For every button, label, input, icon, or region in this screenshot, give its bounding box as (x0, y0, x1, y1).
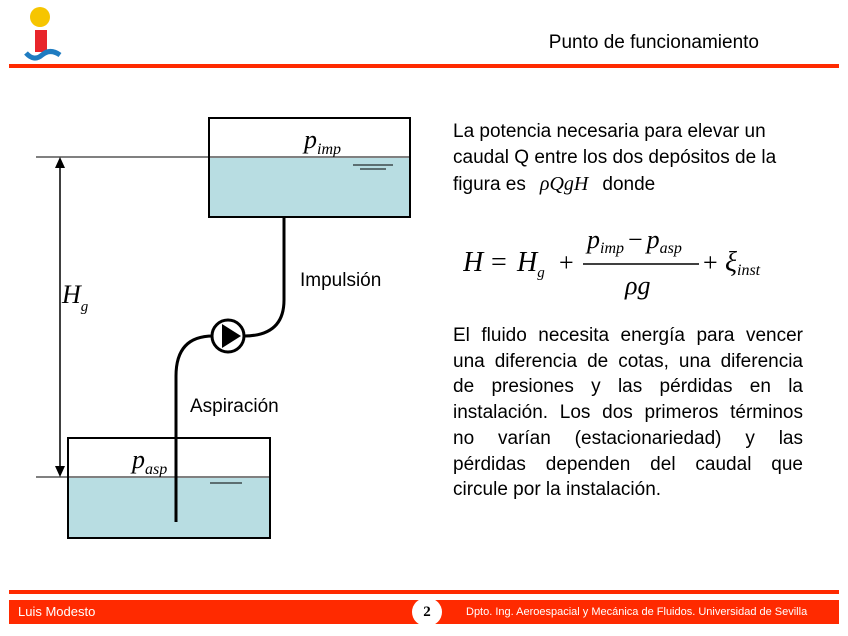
discharge-pipe (244, 217, 284, 336)
upper-tank-pressure-label: $p_{imp}$ (304, 125, 341, 158)
eq-equals: = (491, 247, 507, 278)
department-name: Dpto. Ing. Aeroespacial y Mecánica de Fluidos. Universidad de Sevilla (466, 606, 808, 618)
impulsion-label: Impulsión (300, 270, 382, 291)
upper-tank-water (209, 158, 410, 217)
lower-tank-pressure-label: $p_{asp}$ (132, 445, 168, 478)
page-title: Punto de funcionamiento (548, 32, 759, 53)
para1-text: La potencia necesaria para elevar un caudal Q entre los dos depósitos de la figura es (453, 121, 777, 195)
author-name: Luis Modesto (18, 604, 96, 619)
head-equation (463, 222, 803, 312)
eq-plus2: + (703, 248, 718, 277)
eq-hg: $H_g$ (517, 247, 545, 281)
power-description (453, 119, 803, 198)
power-formula: ρQgH (539, 173, 589, 195)
eq-denominator: ρg (625, 271, 651, 300)
arrow-down-icon (55, 466, 65, 477)
eq-numerator: pimp − pasp (587, 225, 682, 257)
eq-plus1: + (559, 248, 574, 277)
energy-explanation: El fluido necesita energía para vencer una diferencia de cotas, una diferencia de presiones y las pérdidas en la instalación. Los dos primeros términos no varían (estacionariedad) y las pérdidas dependen del caudal que circule por la instalación. (453, 325, 803, 501)
lower-tank-water (68, 478, 270, 538)
para1-text-end: donde (602, 174, 656, 195)
arrow-up-icon (55, 157, 65, 168)
footer-divider (9, 590, 839, 594)
page-number: 2 (412, 598, 442, 626)
aspiracion-label: Aspiración (190, 396, 279, 417)
eq-lhs: H (463, 247, 484, 278)
height-label: $H_g$ (62, 280, 89, 315)
eq-xi: ξinst (725, 247, 761, 279)
